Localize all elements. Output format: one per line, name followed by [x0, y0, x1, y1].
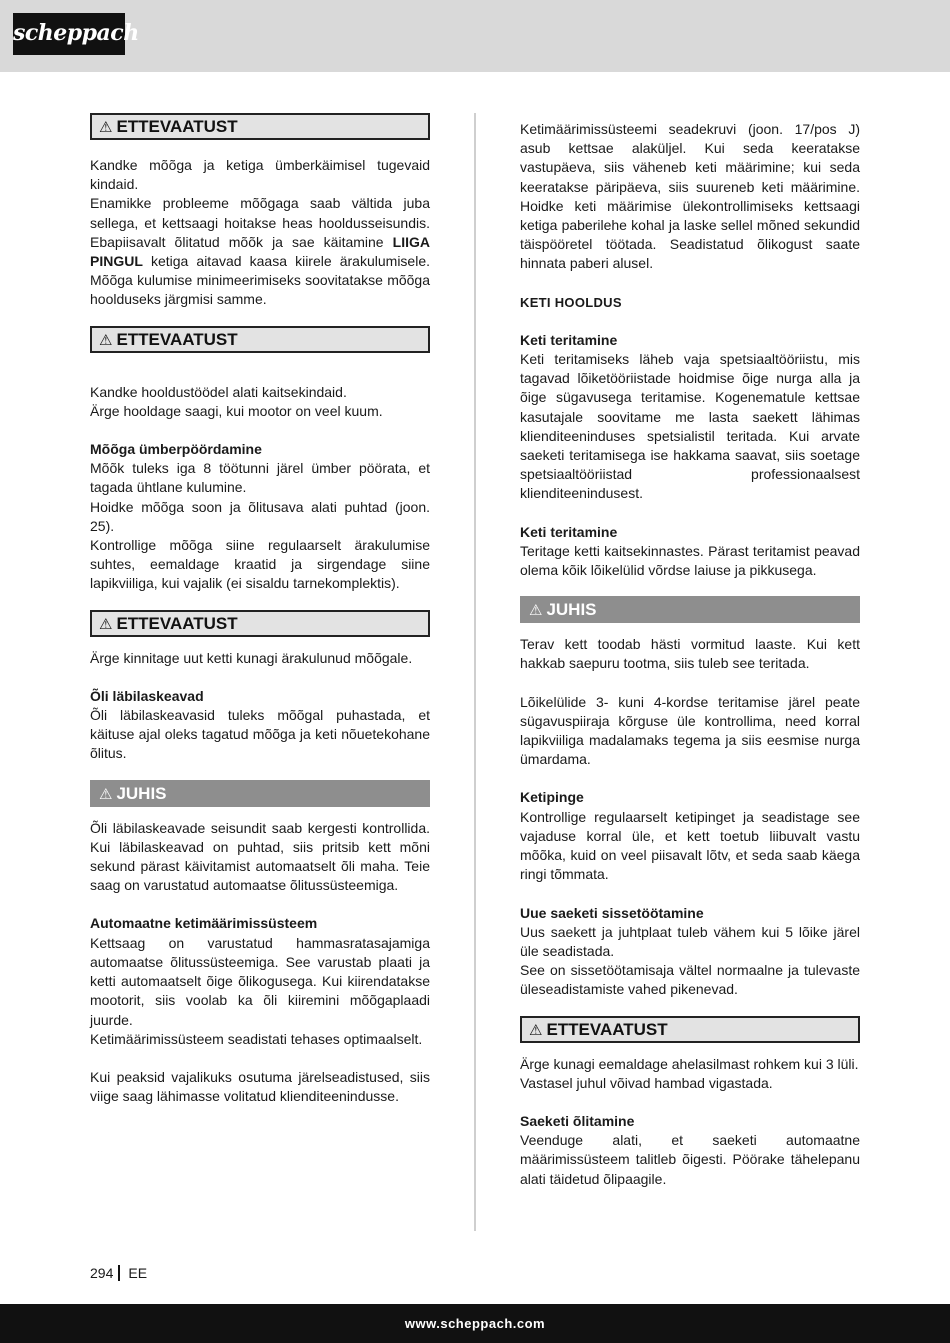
caution-box: ⚠ ETTEVAATUST [90, 610, 430, 637]
paragraph: Ketimäärimissüsteemi seadekruvi (joon. 17/pos J) asub kettsae alaküljel. Kui seda keeratakse vastupäeva, siis väheneb keti määrimine; kui seda keeratakse päripäeva, siis suureneb keti määrimine. Hoidke keti määrimise ülekontrollimiseks kettsaagi ketiga paberilehe kohal ja laske sellel mõned sekundid täispööretel töötada. Seadistatud õlikogust saate hinnata paberi alusel. [520, 121, 860, 272]
paragraph: Terav kett toodab hästi vormitud laaste. Kui kett hakkab saepuru tootma, siis tuleb see teritada. [520, 636, 860, 672]
page-number: 294 EE [90, 1265, 148, 1281]
paragraph: Õli läbilaskeavasid tuleks mõõgal puhastada, et käituse ajal oleks tagatud mõõga ja keti nõuetekohane õlitus. [90, 707, 430, 762]
subheading: Mõõga ümberpöördamine [90, 441, 262, 458]
paragraph: Keti teritamiseks läheb vaja spetsiaaltööriistu, mis tagavad lõiketööriistade hoidmise õige nurga alla ja õige sügavusega teritamise. Kogenematule kettsae kasutajale soovitame me lasta saekett lähimas klienditeeninduses spetsialistil teritada. Kui arvate saeketi teritamisega ise hakkama saavat, siis soetage spetsiaaltööriistad professionaalsest klienditeenindusest. [520, 351, 860, 502]
scheppach-logo: scheppach [13, 13, 125, 55]
subheading: Uue saeketi sissetöötamine [520, 904, 704, 921]
left-column [90, 113, 430, 1106]
paragraph: Kui peaksid vajalikuks osutuma järelseadistused, siis viige saag lähimasse volitatud klienditeenindusse. [90, 1068, 430, 1105]
paragraph: Ärge kinnitage uut ketti kunagi ärakulunud mõõgale. [90, 649, 413, 666]
header-bar [0, 0, 950, 72]
note-box: ⚠ JUHIS [90, 780, 430, 807]
paragraph: Ärge kunagi eemaldage ahelasilmast rohkem kui 3 lüli. [520, 1055, 859, 1072]
warning-triangle-icon: ⚠ [529, 1021, 543, 1039]
subheading: Keti teritamine [520, 523, 618, 540]
paragraph: Vastasel juhul võivad hambad vigastada. [520, 1074, 773, 1091]
subheading: Automaatne ketimäärimissüsteem [90, 915, 318, 932]
paragraph: Uus saekett ja juhtplaat tuleb vähem kui 5 lõike järel üle seadistada. [520, 923, 860, 959]
paragraph: Kontrollige mõõga siine regulaarselt ärakulumise suhtes, eemaldage kraatid ja sirgendage siine lapikviiliga, kui vajalik (ei sisaldu tarnekomplektis). [90, 537, 430, 592]
subheading: Ketipinge [520, 789, 584, 806]
paragraph: Ärge hooldage saagi, kui mootor on veel kuum. [90, 402, 383, 419]
paragraph: Kettsaag on varustatud hammasratasajamiga automaatse õlitussüsteemiga. See varustab plaati ja ketti automaatselt õige õlikogusega. Kui kiirendatakse mootorit, siis voolab ka õli kiiremini mõõgaplaadi juurde. [90, 934, 430, 1028]
paragraph: Enamikke probleeme mõõgaga saab vältida juba sellega, et kettsaagi hoitakse heas hooldusseisundis. Ebapiisavalt õlitatud mõõk ja sae käitamine LIIGA PINGUL ketiga aitavad kaasa kiirele ärakulumisele. Mõõga kulumise minimeerimiseks soovitatakse mõõga hoolduseks järgmisi samme. [90, 195, 430, 308]
language-code: EE [128, 1265, 148, 1281]
caution-box: ⚠ ETTEVAATUST [90, 326, 430, 353]
subheading: Keti teritamine [520, 331, 618, 348]
website-link[interactable]: www.scheppach.com [404, 1316, 546, 1331]
warning-triangle-icon: ⚠ [99, 331, 113, 349]
right-column [520, 120, 860, 1189]
note-box: ⚠ JUHIS [520, 596, 860, 623]
paragraph: Kandke mõõga ja ketiga ümberkäimisel tugevaid kindaid. [90, 157, 430, 193]
footer-bar [0, 1304, 950, 1343]
paragraph: Kandke hooldustöödel alati kaitsekindaid. [90, 383, 347, 400]
subheading: Saeketi õlitamine [520, 1112, 635, 1129]
paragraph: Hoidke mõõga soon ja õlitusava alati puhtad (joon. 25). [90, 498, 430, 534]
subheading: Õli läbilaskeavad [90, 687, 204, 704]
paragraph: Kontrollige regulaarselt ketipinget ja seadistage see vajaduse korral üle, et kett toetub liibuvalt vastu mõõka, kuid on veel piisavalt lõtv, et seda saab käega ringi tõmmata. [520, 808, 860, 883]
paragraph: Mõõk tuleks iga 8 töötunni järel ümber pöörata, et tagada ühtlane kulumine. [90, 460, 430, 496]
column-divider [474, 113, 476, 1231]
paragraph: Teritage ketti kaitsekinnastes. Pärast teritamist peavad olema kõik lõikelülid võrdse laiuse ja pikkusega. [520, 542, 860, 579]
warning-triangle-icon: ⚠ [529, 602, 543, 620]
warning-triangle-icon: ⚠ [99, 119, 113, 136]
separator [118, 1265, 120, 1281]
caution-box: ⚠ ETTEVAATUST [90, 113, 430, 140]
paragraph: Õli läbilaskeavade seisundit saab kergesti kontrollida. Kui läbilaskeavad on puhtad, siis pritsib kett mõni sekund pärast käivitamist automaatselt õli maha. Teie saag on varustatud automaatse õlitussüsteemiga. [90, 819, 430, 894]
paragraph: Veenduge alati, et saeketi automaatne määrimissüsteem talitleb õigesti. Pöörake tähelepanu alati täidetud õlipaagile. [520, 1132, 860, 1187]
paragraph: Lõikelülide 3- kuni 4-kordse teritamise järel peate sügavuspiiraja kõrguse üle kontrollima, need korral lapikviiliga madalamaks tegema ja siis eesmise nurga ümardama. [520, 693, 860, 768]
warning-triangle-icon: ⚠ [99, 785, 113, 803]
paragraph: Ketimäärimissüsteem seadistati tehases optimaalselt. [90, 1030, 423, 1047]
paragraph: See on sissetöötamisaja vältel normaalne ja tulevaste üleseadistamiste vahed pikenevad. [520, 962, 860, 998]
caution-box: ⚠ ETTEVAATUST [520, 1016, 860, 1043]
warning-triangle-icon: ⚠ [99, 615, 113, 633]
section-heading: KETI HOOLDUS [520, 294, 622, 310]
